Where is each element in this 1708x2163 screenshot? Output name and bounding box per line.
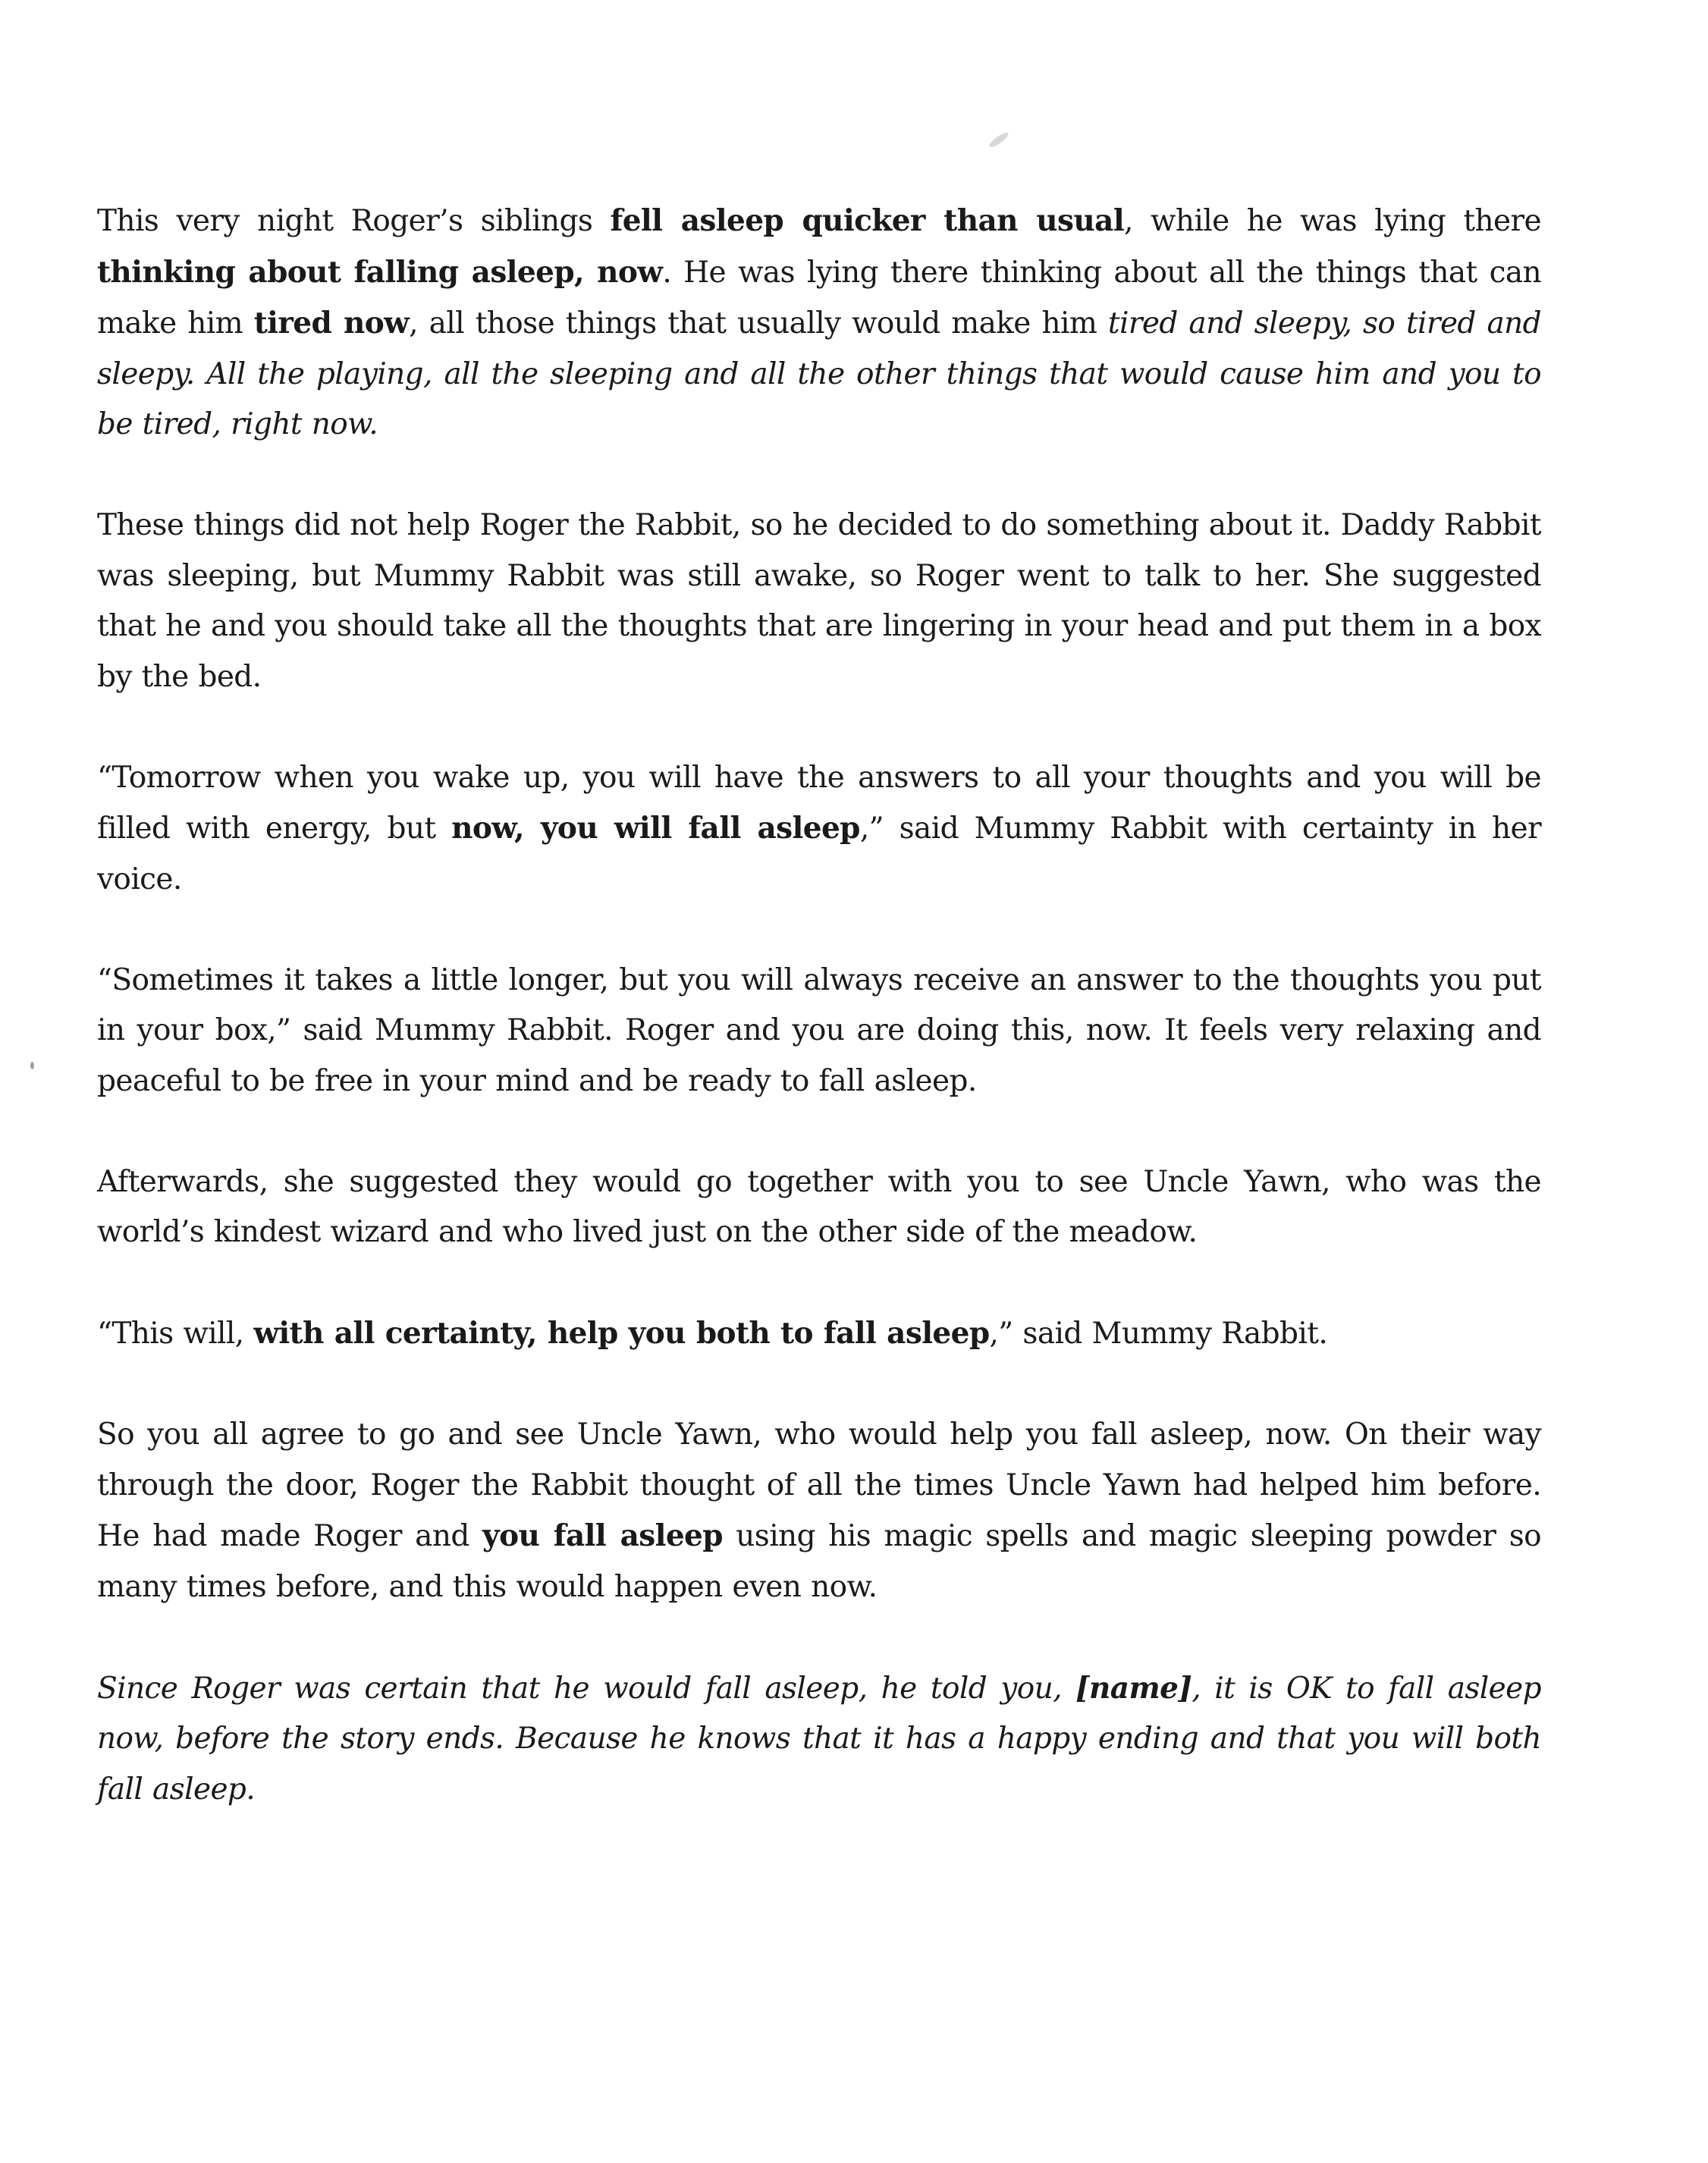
- body-text: ,” said Mummy Rabbit with certainty in her voice.: [97, 812, 1541, 896]
- body-text: , it is OK to fall asleep now, before the story ends. Because he knows that it has a happy ending and that you will both fall asleep.: [97, 1671, 1541, 1807]
- paragraph: [97, 753, 1541, 906]
- scan-smudge: [987, 130, 1010, 149]
- paragraph: [97, 1308, 1541, 1360]
- paragraph: [97, 1157, 1541, 1258]
- body-text: . He was lying there thinking about all the things that can make him: [97, 255, 1541, 341]
- book-page: [97, 196, 1541, 1866]
- body-text: , all those things that usually would make him: [409, 306, 1108, 341]
- paragraph: [97, 1410, 1541, 1612]
- paragraph: [97, 196, 1541, 450]
- emphasis-text: you fall asleep: [482, 1518, 723, 1553]
- paragraph: [97, 956, 1541, 1107]
- body-text: “This will,: [97, 1317, 254, 1351]
- emphasis-text: now, you will fall asleep: [451, 811, 860, 846]
- paragraph: [97, 501, 1541, 702]
- body-text: tired and sleepy, so tired and sleepy. All the playing, all the sleeping and all the other things that would cause him and you to be tired, right now.: [97, 306, 1542, 441]
- body-text: This very night Roger’s siblings: [97, 204, 611, 238]
- scan-smudge: [30, 1062, 34, 1069]
- body-text: These things did not help Roger the Rabbit, so he decided to do something about it. Daddy Rabbit was sleeping, but Mummy Rabbit was still awake, so Roger went to talk to her. She suggested that he and you should take all the thoughts that are lingering in your head and put them in a box by the bed.: [97, 508, 1541, 694]
- emphasis-text: thinking about falling asleep, now: [97, 254, 663, 290]
- emphasis-text: tired now: [253, 306, 410, 341]
- body-text: using his magic spells and magic sleeping powder so many times before, and this would happen even now.: [97, 1519, 1541, 1604]
- emphasis-text: [name]: [1075, 1670, 1192, 1706]
- paragraph: [97, 1663, 1541, 1816]
- emphasis-text: with all certainty, help you both to fall asleep: [253, 1316, 990, 1351]
- body-text: “Sometimes it takes a little longer, but you will always receive an answer to the thoughts you put in your box,” said Mummy Rabbit. Roger and you are doing this, now. It feels very relaxing and peaceful to be free in your mind and be ready to fall asleep.: [97, 962, 1541, 1098]
- body-text: So you all agree to go and see Uncle Yawn, who would help you fall asleep, now. On their way through the door, Roger the Rabbit thought of all the times Uncle Yawn had helped him before. He had made Roger and: [97, 1417, 1541, 1553]
- body-text: ,” said Mummy Rabbit.: [989, 1317, 1328, 1351]
- body-text: Since Roger was certain that he would fall asleep, he told you,: [97, 1671, 1076, 1706]
- body-text: “Tomorrow when you wake up, you will have the answers to all your thoughts and you will be filled with energy, but: [97, 760, 1541, 846]
- body-text: Afterwards, she suggested they would go together with you to see Uncle Yawn, who was the world’s kindest wizard and who lived just on the other side of the meadow.: [97, 1164, 1541, 1249]
- emphasis-text: fell asleep quicker than usual: [610, 203, 1125, 238]
- body-text: , while he was lying there: [1124, 204, 1541, 238]
